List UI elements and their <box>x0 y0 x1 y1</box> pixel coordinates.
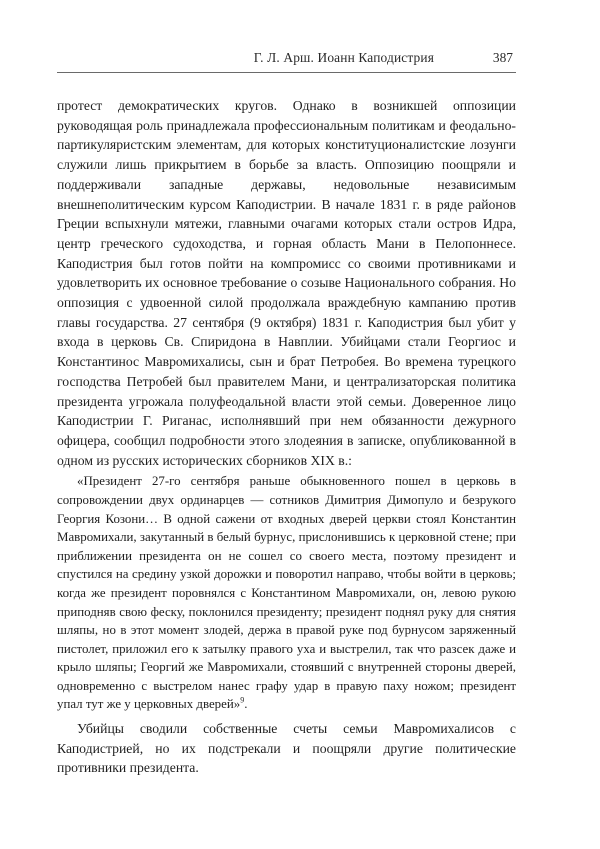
running-title: Г. Л. Арш. Иоанн Каподистрия <box>253 50 434 65</box>
quotation-text: «Президент 27-го сентября раньше обыкновенного пошел в церковь в сопровождении двух ординарцев — сотников Димитрия Димопуло и безрукого Георгия Козони… В одной сажени от входных дверей церкви стоял Константин Мавромихали, закутанный в белый бурнус, прислонившись к церковной стене; при приближении президента он не сошел со своего места, поэтому президент и спустился на средину узкой дорожки и поворотил направо, чтобы войти в церковь; когда же президент поровнялся с Константином Мавромихали, он, левою рукою приподняв свою феску, поклонился президенту; президент поднял руку для снятия шляпы, но в этот момент злодей, держа в правой руке под бурнусом заряженный пистолет, приложил его к затылку правого уха и выстрелил, так что разсек даже и крыло шляпы; Георгий же Мавромихали, стоявший с внутренней стороны дверей, одновременно с выстрелом нанес графу удар в правую паху ножом; президент упал тут же у церковных дверей» <box>57 474 516 712</box>
main-text <box>57 96 516 778</box>
page-number: 387 <box>492 50 513 65</box>
footnote-marker: 9 <box>240 696 245 706</box>
paragraph-continuation <box>57 96 516 470</box>
paragraph-text: протест демократических кругов. Однако в возникшей оппозиции руководящая роль принадлежала профессиональным политикам и феодально-партикуляристским элементам, для которых конституционалистские лозунги служили лишь прикрытием в борьбе за власть. Оппозицию поощряли и поддерживали западные державы, недовольные независимым внешнеполитическим курсом Каподистрии. В начале 1831 г. в ряде районов Греции вспыхнули мятежи, главными очагами которых стали остров Идра, центр греческого судоходства, и горная область Мани в Пелопоннесе. Каподистрия был готов пойти на компромисс со своими противниками и удовлетворить их основное требование о созыве Национального собрания. Но оппозиция с удвоенной силой продолжала враждебную кампанию против главы государства. 27 сентября (9 октября) 1831 г. Каподистрия был убит у входа в церковь Св. Спиридона в Навплии. Убийцами стали Георгиос и Константинос Мавромихалисы, сын и брат Петробея. Во времена турецкого господства Петробей был правителем Мани, и централизаторская политика президента угрожала полуфеодальной власти этой семьи. Доверенное лицо Каподистрии Г. Риганас, исполнявший при нем обязанности дежурного офицера, сообщил подробности этого злодеяния в записке, опубликованной в одном из русских исторических сборников XIX в.: <box>57 98 516 468</box>
paragraph-text: Убийцы сводили собственные счеты семьи Мавромихалисов с Каподистрией, но их подстрекали и поощряли другие политические противники президента. <box>57 721 516 776</box>
running-header <box>57 48 516 73</box>
quotation-paragraph: «Президент 27-го сентября раньше обыкновенного пошел в церковь в сопровождении двух ординарцев — сотников Димитрия Димопуло и безрукого Георгия Козони… В одной сажени от входных дверей церкви стоял Константин Мавромихали, закутанный в белый бурнус, прислонившись к церковной стене; при приближении президента он не сошел со своего места, поэтому президент и спустился на средину узкой дорожки и поворотил направо, чтобы войти в церковь; когда же президент поровнялся с Константином Мавромихали, он, левою рукою приподняв свою феску, поклонился президенту; президент поднял руку для снятия шляпы, но в этот момент злодей, держа в правой руке под бурнусом заряженный пистолет, приложил его к затылку правого уха и выстрелил, так что разсек даже и крыло шляпы; Георгий же Мавромихали, стоявший с внутренней стороны дверей, одновременно с выстрелом нанес графу удар в правую паху ножом; президент упал тут же у церковных дверей»$^9$. <box>57 474 516 712</box>
paragraph-conclusion <box>57 719 516 778</box>
